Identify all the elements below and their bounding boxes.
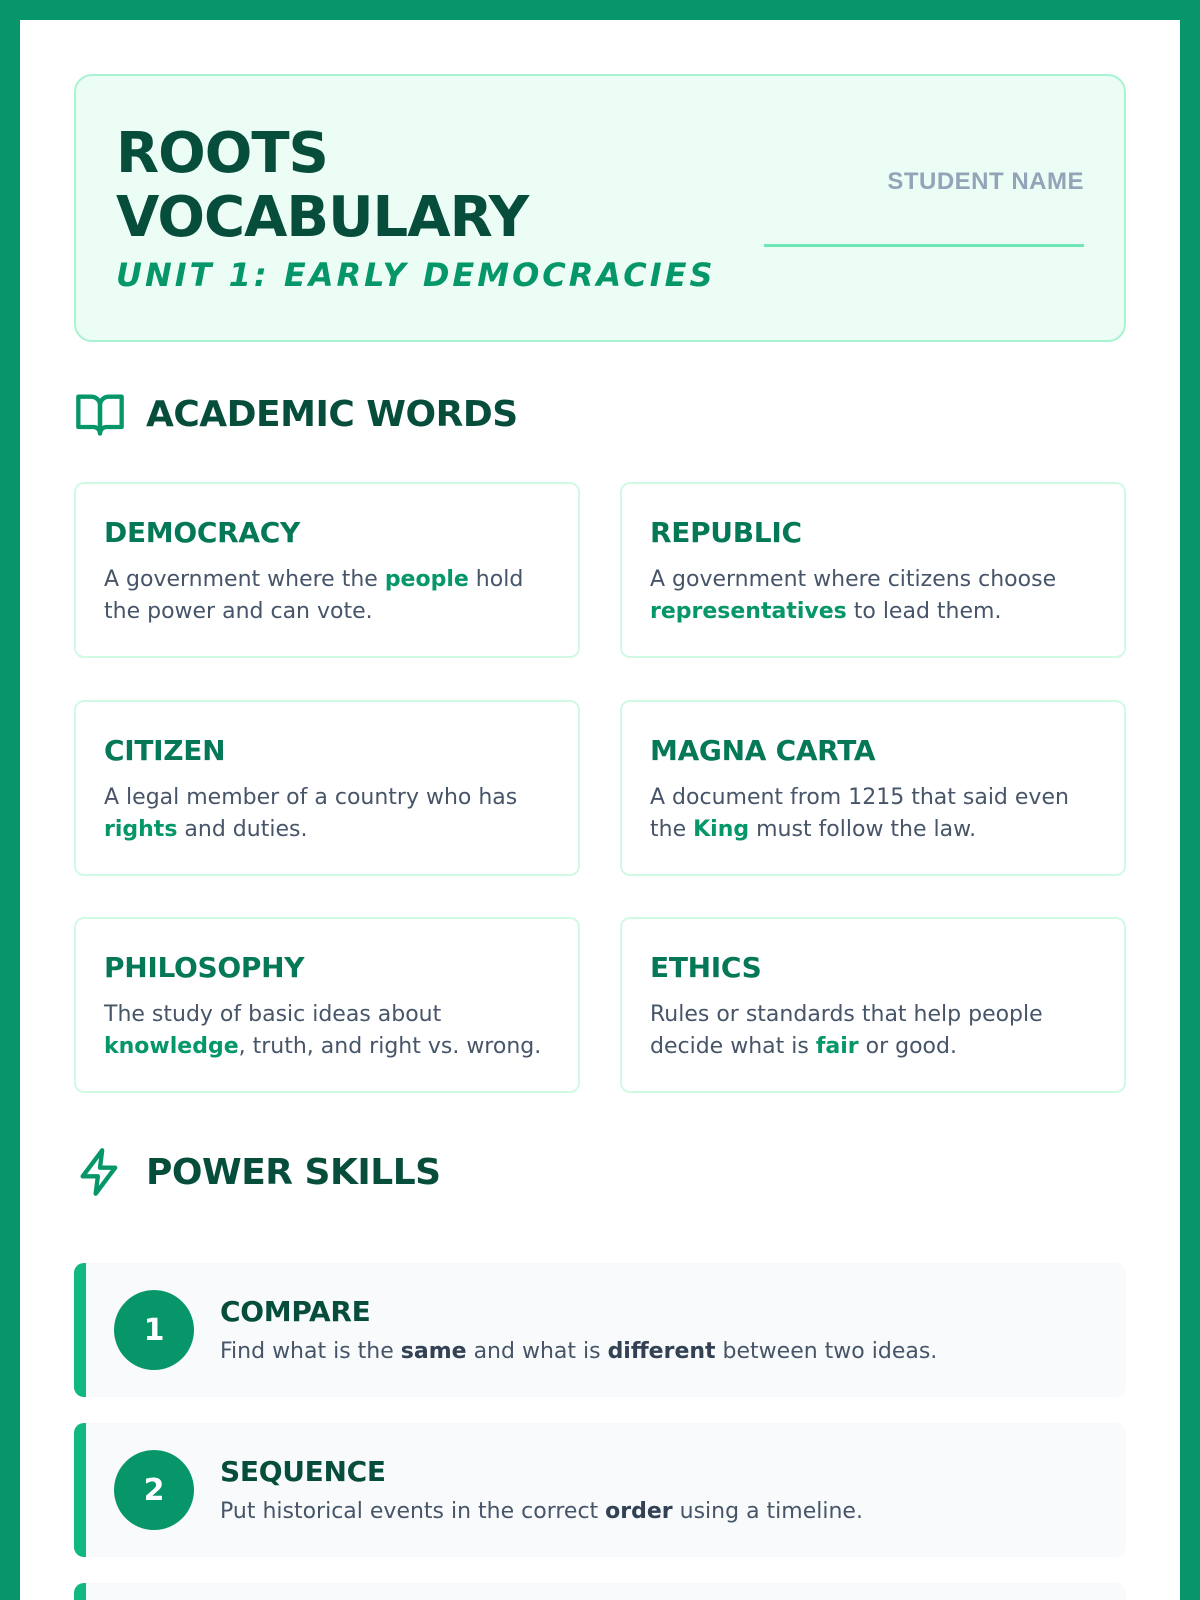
- word-card-ethics: [620, 917, 1126, 1093]
- skill-card-sequence: [74, 1423, 1126, 1557]
- academic-words-heading: [74, 388, 518, 440]
- key-word: representatives: [650, 599, 847, 624]
- key-word: King: [693, 817, 750, 842]
- word-term: REPUBLIC: [650, 516, 802, 549]
- key-word: rights: [104, 817, 178, 842]
- skill-accent-bar: [74, 1583, 86, 1600]
- key-word: people: [384, 567, 469, 592]
- word-card-democracy: [74, 482, 580, 658]
- word-term: CITIZEN: [104, 734, 226, 767]
- word-definition: A government where citizens choose representatives to lead them.: [650, 567, 1057, 624]
- power-skills-title: POWER SKILLS: [146, 1151, 441, 1193]
- title-line-2: VOCABULARY: [116, 185, 529, 250]
- worksheet-page: [20, 20, 1180, 1600]
- word-card-magna-carta: [620, 700, 1126, 876]
- header-card: [74, 74, 1126, 342]
- skill-number-badge: 2: [114, 1450, 194, 1530]
- word-card-philosophy: [74, 917, 580, 1093]
- word-definition: A legal member of a country who has rights and duties.: [104, 785, 518, 842]
- skill-name: SEQUENCE: [220, 1455, 386, 1488]
- skill-description: Put historical events in the correct order using a timeline.: [220, 1499, 863, 1524]
- skill-description: Find what is the same and what is different between two ideas.: [220, 1339, 938, 1364]
- word-term: ETHICS: [650, 951, 762, 984]
- skill-accent-bar: [74, 1263, 86, 1397]
- word-definition: Rules or standards that help people decide what is fair or good.: [650, 1002, 1043, 1059]
- power-skills-heading: [74, 1146, 441, 1198]
- skill-accent-bar: [74, 1423, 86, 1557]
- key-word: knowledge: [104, 1034, 239, 1059]
- word-card-republic: [620, 482, 1126, 658]
- skill-card-next: [74, 1583, 1126, 1600]
- skill-name: COMPARE: [220, 1295, 371, 1328]
- skill-card-compare: [74, 1263, 1126, 1397]
- open-book-icon: [74, 388, 126, 440]
- unit-subtitle: UNIT 1: EARLY DEMOCRACIES: [116, 256, 716, 294]
- worksheet-title: [116, 122, 676, 250]
- title-line-1: ROOTS: [116, 121, 328, 186]
- word-definition: A document from 1215 that said even the King must follow the law.: [650, 785, 1069, 842]
- key-word: fair: [815, 1034, 859, 1059]
- word-term: DEMOCRACY: [104, 516, 300, 549]
- word-definition: A government where the people hold the power and can vote.: [104, 567, 524, 624]
- academic-words-title: ACADEMIC WORDS: [146, 393, 518, 435]
- word-term: MAGNA CARTA: [650, 734, 876, 767]
- skill-number-badge: 1: [114, 1290, 194, 1370]
- lightning-bolt-icon: [74, 1146, 126, 1198]
- student-name-label: STUDENT NAME: [887, 168, 1084, 195]
- word-definition: The study of basic ideas about knowledge, truth, and right vs. wrong.: [104, 1002, 542, 1059]
- student-name-line[interactable]: [764, 244, 1084, 247]
- word-card-citizen: [74, 700, 580, 876]
- word-term: PHILOSOPHY: [104, 951, 305, 984]
